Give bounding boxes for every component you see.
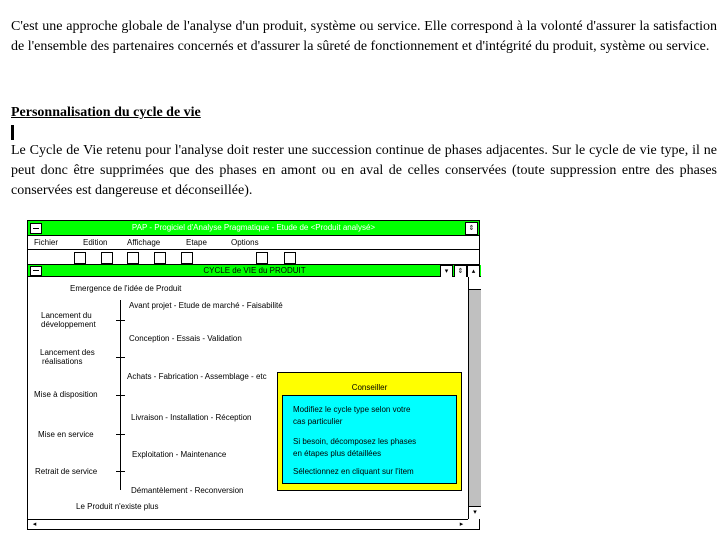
- advisor-panel: [277, 372, 462, 491]
- advisor-line: Sélectionnez en cliquant sur l'item: [293, 467, 414, 476]
- phase-item[interactable]: Exploitation - Maintenance: [132, 450, 227, 459]
- milestone-label: Mise en service: [38, 430, 94, 439]
- timeline-tick: [116, 395, 125, 396]
- section-heading: Personnalisation du cycle de vie: [11, 105, 201, 120]
- advisor-line: Modifiez le cycle type selon votre: [293, 405, 411, 414]
- emergence-label: Emergence de l'idée de Produit: [70, 284, 182, 293]
- phase-item[interactable]: Achats - Fabrication - Assemblage - etc: [127, 372, 267, 381]
- scroll-up-icon: ▴: [467, 265, 480, 278]
- menu-affichage: Affichage: [127, 238, 161, 247]
- milestone-label: Lancement du: [41, 311, 92, 320]
- lifecycle-title-bar: [28, 265, 481, 277]
- lifecycle-title: CYCLE de VIE du PRODUIT: [203, 266, 306, 275]
- scroll-left-icon: ◂: [32, 521, 37, 528]
- toolbar-button-icon: [284, 252, 296, 264]
- scroll-right-icon: ▸: [459, 521, 464, 528]
- timeline-tick: [116, 471, 125, 472]
- embedded-app-screenshot: [27, 220, 480, 530]
- toolbar-button-icon: [154, 252, 166, 264]
- toolbar-button-icon: [256, 252, 268, 264]
- text-cursor: [11, 125, 14, 140]
- menu-edition: Edition: [83, 238, 108, 247]
- milestone-label: réalisations: [42, 357, 83, 366]
- restore-icon: ⇕: [454, 265, 467, 278]
- lifecycle-window: [28, 265, 481, 529]
- timeline-tick: [116, 434, 125, 435]
- advisor-line: en étapes plus détaillées: [293, 449, 382, 458]
- scroll-thumb: [469, 277, 481, 290]
- app-title: PAP - Progiciel d'Analyse Pragmatique - Etude de <Produit analysé>: [131, 223, 376, 232]
- milestone-label: Lancement des: [40, 348, 95, 357]
- milestone-label: développement: [41, 320, 96, 329]
- toolbar-button-icon: [127, 252, 139, 264]
- menu-etape: Etape: [186, 238, 207, 247]
- app-title-bar: [28, 221, 479, 236]
- restore-icon: ⇕: [465, 222, 478, 235]
- lifecycle-diagram: [28, 277, 468, 519]
- menu-fichier: Fichier: [34, 238, 59, 247]
- phase-item[interactable]: Démantèlement - Reconversion: [131, 486, 244, 495]
- vertical-scrollbar: [468, 277, 481, 519]
- advisor-line: cas particulier: [293, 417, 343, 426]
- advisor-body: [282, 395, 457, 484]
- phase-item[interactable]: Livraison - Installation - Réception: [131, 413, 252, 422]
- timeline-tick: [116, 320, 125, 321]
- advisor-title: Conseiller: [351, 383, 388, 392]
- toolbar-button-icon: [181, 252, 193, 264]
- toolbar-button-icon: [101, 252, 113, 264]
- phase-item[interactable]: Conception - Essais - Validation: [129, 334, 242, 343]
- menu-options: Options: [231, 238, 259, 247]
- end-label: Le Produit n'existe plus: [76, 502, 159, 511]
- menu-bar: [28, 236, 479, 249]
- scroll-down-icon: ▾: [469, 506, 481, 519]
- advisor-line: Si besoin, décomposez les phases: [293, 437, 417, 446]
- toolbar: [28, 249, 479, 265]
- body-paragraph: Le Cycle de Vie retenu pour l'analyse doit rester une succession continue de phases adjacentes. Sur le cycle de vie type, il ne peut donc être supprimées que des phases en amont ou en aval de celles conservées (toute suppression entre des phases conservées est dangereuse et déconseillée).: [11, 143, 717, 198]
- toolbar-button-icon: [74, 252, 86, 264]
- milestone-label: Mise à disposition: [34, 390, 98, 399]
- phase-item[interactable]: Avant projet - Etude de marché - Faisabilité: [129, 301, 283, 310]
- minimize-icon: ▾: [440, 265, 453, 278]
- milestone-label: Retrait de service: [35, 467, 98, 476]
- horizontal-scrollbar: [28, 519, 468, 529]
- timeline-tick: [116, 357, 125, 358]
- intro-paragraph: C'est une approche globale de l'analyse d'un produit, système ou service. Elle correspond à la volonté d'assurer la satisfaction de l'ensemble des partenaires concernés et d'assurer la sûreté de fonctionnement et d'intégrité du produit, système ou service.: [11, 19, 717, 54]
